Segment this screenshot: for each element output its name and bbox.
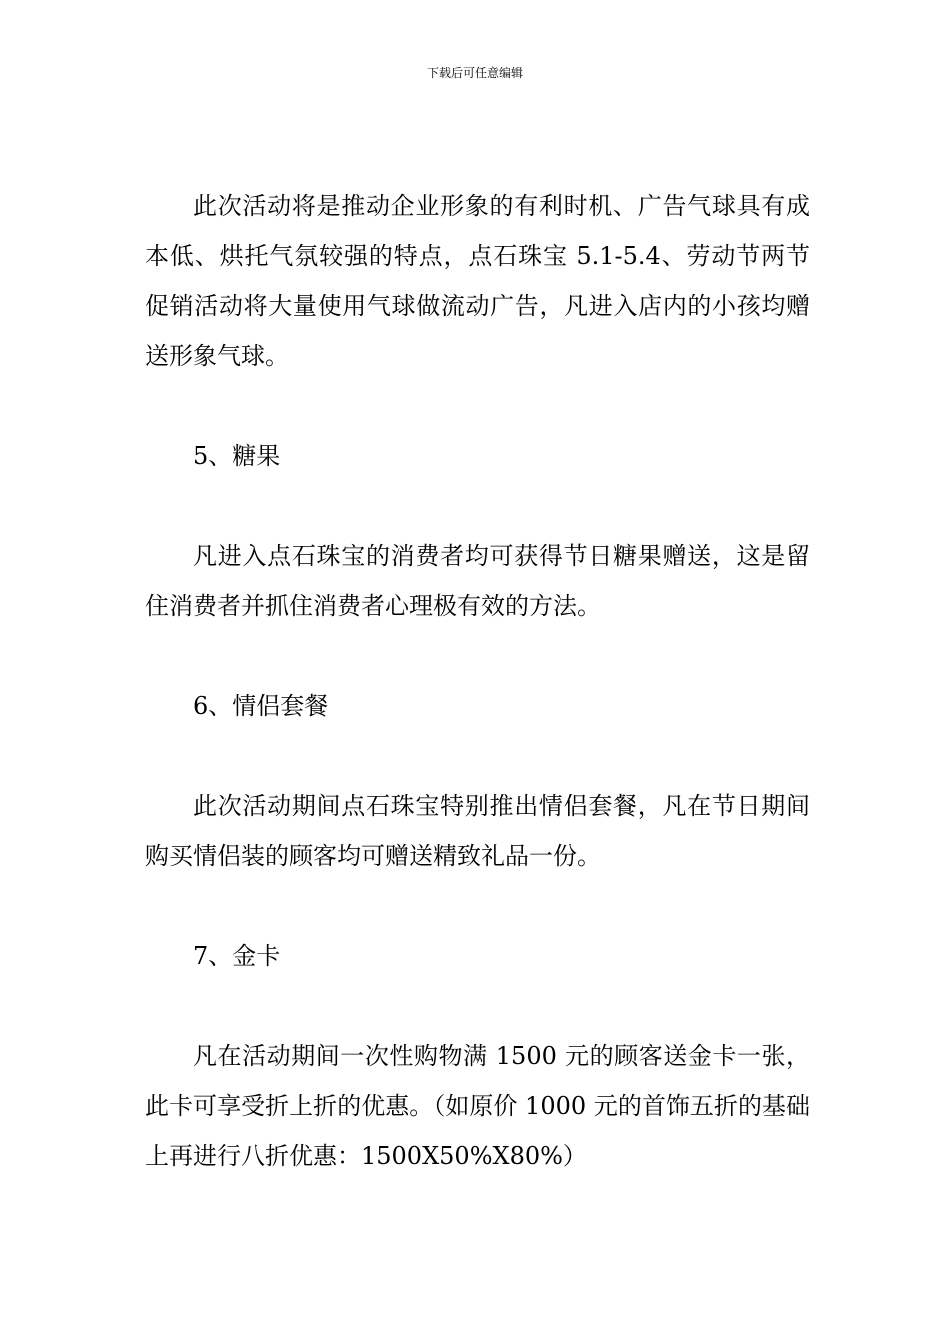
paragraph-couple-package: 此次活动期间点石珠宝特别推出情侣套餐，凡在节日期间购买情侣装的顾客均可赠送精致礼品一份。	[145, 792, 810, 870]
spacer	[145, 481, 810, 531]
spacer	[145, 981, 810, 1031]
spacer	[145, 881, 810, 931]
heading-candy: 5、糖果	[193, 442, 281, 470]
heading-couple-package: 6、情侣套餐	[193, 692, 329, 720]
heading-gold-card: 7、金卡	[193, 942, 281, 970]
spacer	[145, 731, 810, 781]
spacer	[145, 631, 810, 681]
spacer	[145, 381, 810, 431]
page-header-note: 下载后可任意编辑	[426, 66, 523, 80]
document-body	[145, 181, 810, 1181]
paragraph-balloons: 此次活动将是推动企业形象的有利时机、广告气球具有成本低、烘托气氛较强的特点，点石珠宝 5.1-5.4、劳动节两节促销活动将大量使用气球做流动广告，凡进入店内的小孩均赠送形象气球。	[145, 192, 810, 370]
paragraph-gold-card: 凡在活动期间一次性购物满 1500 元的顾客送金卡一张，此卡可享受折上折的优惠。（如原价 1000 元的首饰五折的基础上再进行八折优惠：1500X50%X80%）	[145, 1042, 810, 1170]
paragraph-candy: 凡进入点石珠宝的消费者均可获得节日糖果赠送，这是留住消费者并抓住消费者心理极有效的方法。	[145, 542, 810, 620]
